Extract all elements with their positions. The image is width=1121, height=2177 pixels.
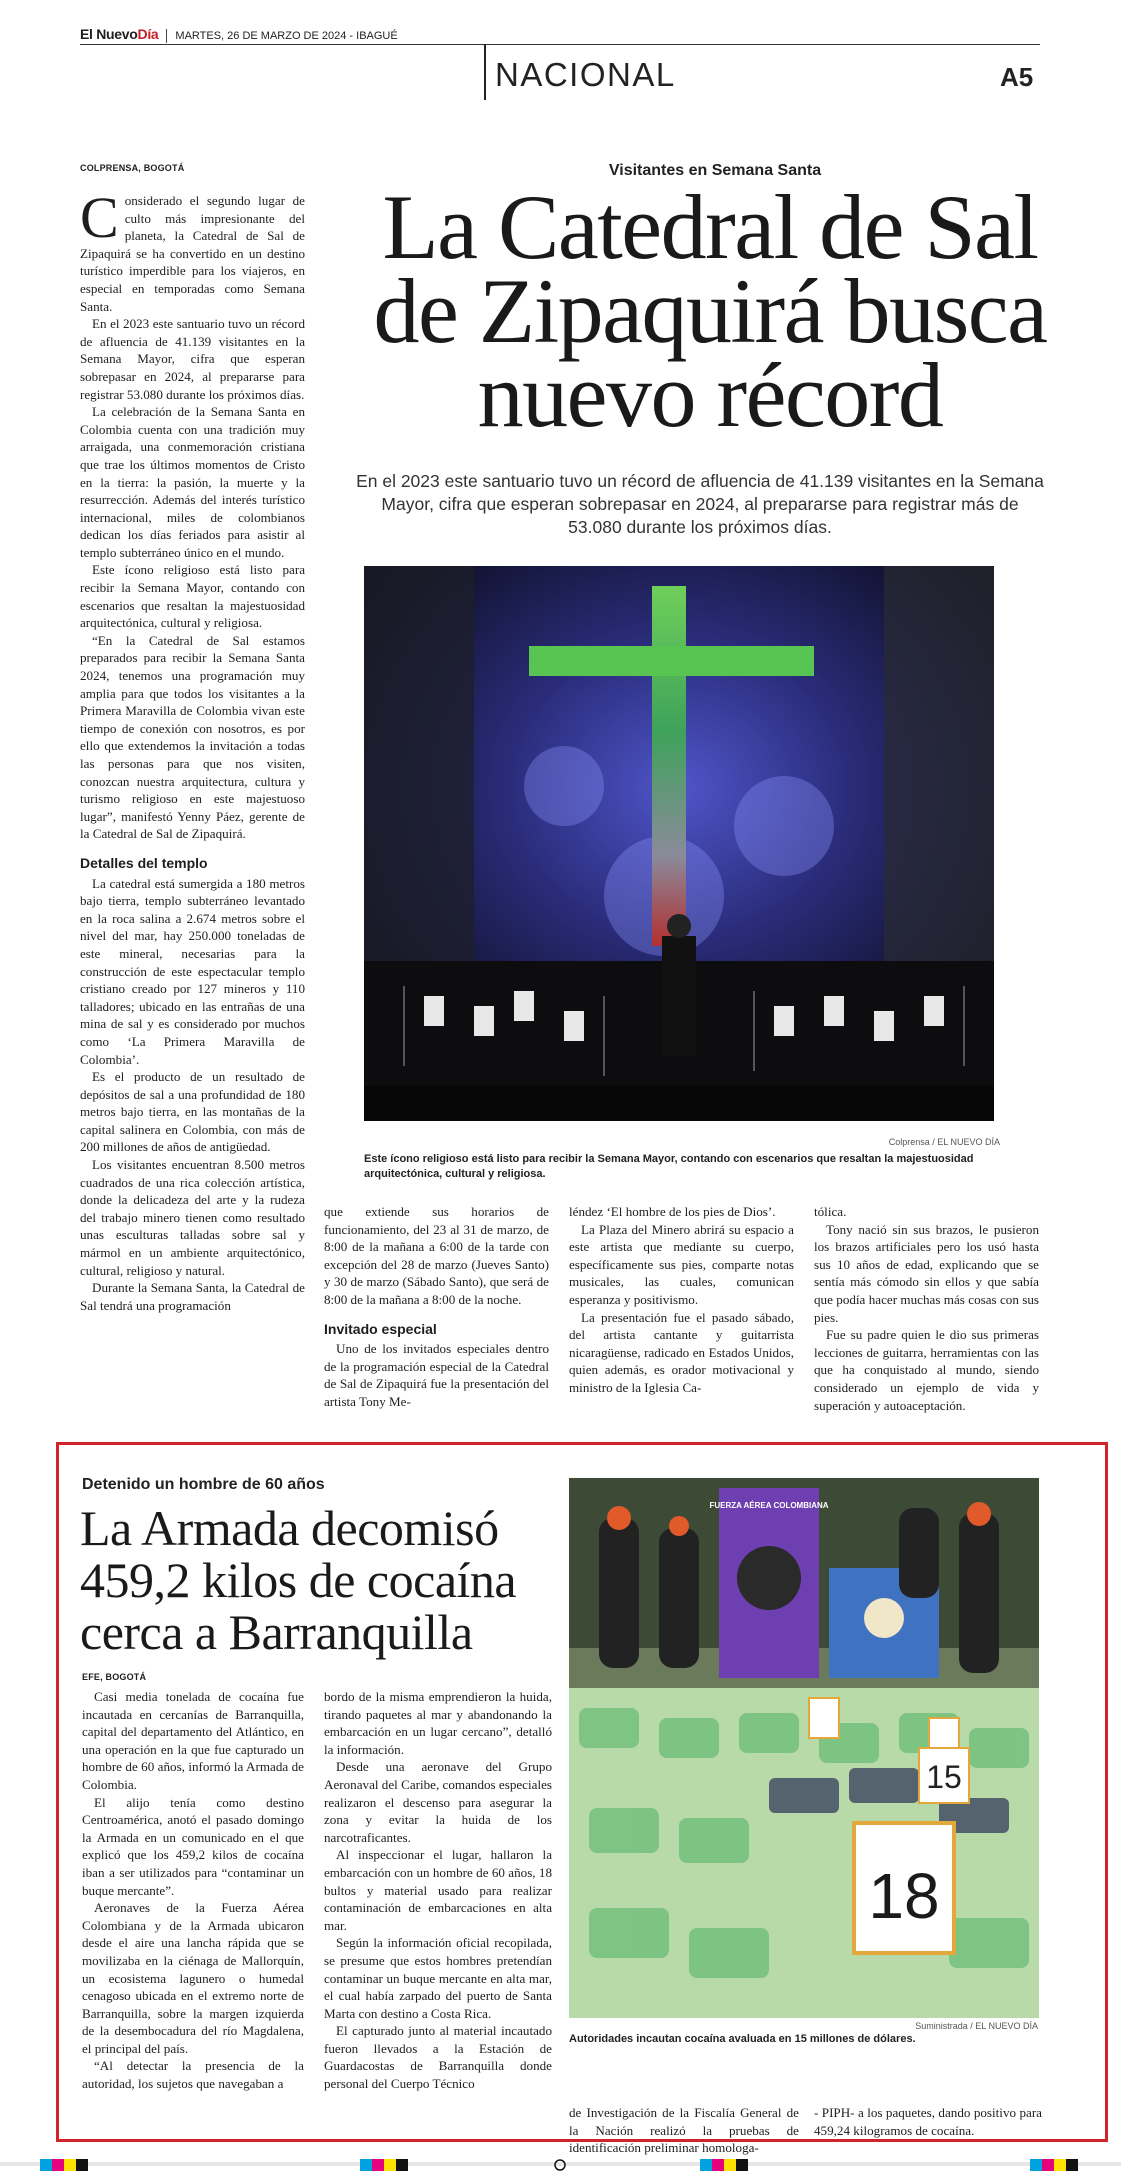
registration-marks bbox=[0, 2159, 1121, 2171]
box-col2-paragraph-3: Al inspeccionar el lugar, hallaron la embarcación con un hombre de 60 años, 18 bultos y material usado para realizar contaminación de embarcaciones en alta mar. bbox=[324, 1847, 552, 1933]
box-photo-credit: Suministrada / EL NUEVO DÍA bbox=[915, 2021, 1038, 2031]
box-headline: La Armada decomisó 459,2 kilos de cocaína cerca a Barranquilla bbox=[80, 1500, 517, 1660]
box-paragraph-3: Aeronaves de la Fuerza Aérea Colombiana y de la Armada ubicaron desde el aire una lancha rápida que se movilizaba en la ciénaga de Mallorquín, un ecosistema lagunero o humedal cenagoso ubicada en el extremo norte de Barranquilla, sobre la margen izquierda de la desembocadura del río Magdalena, el principal del país. bbox=[82, 1900, 304, 2056]
box-paragraph-2: El alijo tenía como destino Centroamérica, anotó el pasado domingo la Armada en un comunicado en el que explicó que los 459,2 kilos de cocaína iban a ser utilizados para “contaminar un buque mercante”. bbox=[82, 1794, 304, 1898]
box-col2-paragraph-4: Según la información oficial recopilada, se presume que estos hombres pretendían contaminar un buque mercante en alta mar, el cual había zarpado del puerto de Santa Marta con destino a Costa Rica. bbox=[324, 1935, 552, 2021]
lead-credit: COLPRENSA, BOGOTÁ bbox=[80, 163, 185, 173]
section-rule bbox=[484, 44, 486, 100]
col2-paragraph-2: Uno de los invitados especiales dentro de la programación especial de la Catedral de Sal de Zipaquirá fue la presentación del artista Tony Me- bbox=[324, 1341, 549, 1409]
folio-rule bbox=[80, 44, 1040, 45]
lead-deck: En el 2023 este santuario tuvo un récord de afluencia de 41.139 visitantes en la Semana Mayor, cifra que esperan sobrepasar en 2024, al prepararse para registrar más de 53.080 durante los próximos días. bbox=[356, 471, 1044, 537]
photo-caption: Este ícono religioso está listo para recibir la Semana Mayor, contando con escenarios que resaltan la majestuosidad arquitectónica, cultural y religiosa. bbox=[364, 1153, 974, 1180]
registration-bar bbox=[0, 2158, 1121, 2170]
box-column-3 bbox=[569, 2104, 799, 2157]
lead-paragraph-2: En el 2023 este santuario tuvo un récord de afluencia de 41.139 visitantes en la Semana Mayor, cifra que esperan sobrepasar en 2024, al prepararse para registrar 53.080 durante los próximos días. bbox=[80, 316, 305, 402]
drop-cap: C bbox=[80, 185, 119, 250]
col2-paragraph-1: que extiende sus horarios de funcionamiento, del 23 al 31 de marzo, de 8:00 de la mañana a 6:00 de la tarde con excepción del 28 de marzo (Jueves Santo) y 30 de marzo (Sábado Santo), que será de 8:00 de la mañana a 8:00 de la noche. bbox=[324, 1204, 549, 1307]
col4-paragraph-1: tólica. bbox=[814, 1204, 847, 1219]
brand-main: El Nuevo bbox=[80, 26, 138, 42]
box-col2-paragraph-1: bordo de la misma emprendieron la huida, tirando paquetes al mar y abandonando la embarcación en un lugar cercano”, detalló la información. bbox=[324, 1689, 552, 1757]
box-kicker: Detenido un hombre de 60 años bbox=[82, 1476, 325, 1493]
box-col2-paragraph-2: Desde una aeronave del Grupo Aeronaval del Caribe, comandos especiales realizaron el descenso para asegurar la zona y evitar la huida de los narcotraficantes. bbox=[324, 1759, 552, 1845]
seizure-illustration bbox=[569, 1478, 1039, 2018]
cathedral-photo bbox=[364, 566, 994, 1121]
subhead-details: Detalles del templo bbox=[80, 854, 208, 871]
lead-headline: La Catedral de Sal de Zipaquirá busca nuevo récord bbox=[373, 176, 1047, 446]
cathedral-illustration bbox=[364, 566, 994, 1121]
box-credit: EFE, BOGOTÁ bbox=[82, 1672, 147, 1682]
page-number: A5 bbox=[1000, 62, 1034, 92]
col3-paragraph-1: léndez ‘El hombre de los pies de Dios’. bbox=[569, 1204, 776, 1219]
banner-text: FUERZA AÉREA COLOMBIANA bbox=[709, 1501, 829, 1510]
lead-p1-text: onsiderado el segundo lugar de culto más impresionante del planeta, la Catedral de Sal de Zipaquirá se ha convertido en un destino turístico imperdible para los viajeros, en especial en temporadas como Semana Santa. bbox=[80, 193, 305, 314]
lead-paragraph-8: Los visitantes encuentran 8.500 metros cuadrados de una rica colección artística, donde la delicadeza del arte y la rudeza del trabajo minero tienen como resultado unas esculturas talladas sobre sal y mármol en un ambiente arquitectónico, cultural, religioso y natural. bbox=[80, 1157, 305, 1278]
brand-logo[interactable] bbox=[80, 26, 158, 42]
lead-paragraph-7: Es el producto de un resultado de depósitos de sal a una profundidad de 180 metros bajo tierra, en las montañas de la capital salinera en Colombia, con más de 200 millones de años de antigüedad. bbox=[80, 1069, 305, 1155]
col4-paragraph-2: Tony nació sin sus brazos, le pusieron los brazos artificiales pero los usó hasta sus 10 años de edad, explicando que se sentía más cómodo sin ellos y que sabía que podía hacer muchas más cosas con sus pies. bbox=[814, 1221, 1039, 1325]
section-title: NACIONAL bbox=[495, 56, 676, 93]
cross-vertical bbox=[652, 586, 686, 946]
col4-paragraph-3: Fue su padre quien le dio sus primeras lecciones de guitarra, herramientas con las que ha conquistado al mundo, siendo considerado un ejemplo de vida y superación y autoaceptación. bbox=[814, 1327, 1039, 1413]
box-photo-caption: Autoridades incautan cocaína avaluada en 15 millones de dólares. bbox=[569, 2033, 916, 2045]
box-column-4 bbox=[814, 2104, 1042, 2139]
photo-credit: Colprensa / EL NUEVO DÍA bbox=[888, 1137, 1000, 1147]
col3-paragraph-3: La presentación fue el pasado sábado, del artista cantante y guitarrista nicaragüense, radicado en Estados Unidos, quien además, es orador motivacional y ministro de la Iglesia Ca- bbox=[569, 1309, 794, 1395]
lead-column-4 bbox=[814, 1203, 1039, 1414]
lead-column-2 bbox=[324, 1203, 549, 1411]
col3-paragraph-2: La Plaza del Minero abrirá su espacio a este artista que mediante su cuerpo, específicamente sus pies, comparte notas musicales, las cuales, comunican esperanza y positivismo. bbox=[569, 1221, 794, 1307]
folio-dateline: MARTES, 26 DE MARZO DE 2024 - IBAGUÉ bbox=[175, 30, 398, 42]
evidence-number-a: 18 bbox=[868, 1860, 940, 1932]
box-paragraph-4: “Al detectar la presencia de la autoridad, los sujetos que navegaban a bbox=[82, 2058, 304, 2092]
lead-paragraph-9: Durante la Semana Santa, la Catedral de Sal tendrá una programación bbox=[80, 1280, 305, 1313]
lead-paragraph-6: La catedral está sumergida a 180 metros bajo tierra, templo subterráneo levantado en la roca salina a 2.674 metros sobre el nivel del mar, hay 250.000 toneladas de este mineral, necesarias para la construcción de este espectacular templo cristiano creado por 127 mineros y 110 talladores; ubicado en las entrañas de una mina de sal y es considerado por muchos como ‘La Primera Maravilla de Colombia’. bbox=[80, 875, 305, 1067]
lead-paragraph-4: Este ícono religioso está listo para recibir la Semana Mayor, contando con escenarios que resaltan la majestuosidad arquitectónica, cultural y religiosa. bbox=[80, 562, 305, 631]
lead-paragraph-1 bbox=[80, 185, 305, 315]
lead-column bbox=[80, 185, 305, 1314]
brand-accent: Día bbox=[137, 26, 159, 42]
box-col3-paragraph-1: de Investigación de la Fiscalía General de la Nación realizó la pruebas de identificación preliminar homologa- bbox=[569, 2105, 799, 2156]
lead-column-3 bbox=[569, 1203, 794, 1397]
cross-horizontal bbox=[529, 646, 814, 676]
lead-paragraph-5: “En la Catedral de Sal estamos preparados para recibir la Semana Santa 2024, tenemos una programación muy amplia para que todos los visitantes a la Primera Maravilla de Colombia vivan este tiempo de conexión con nosotros, es por ello que extendemos la invitación a todas las personas para que nos visiten, conozcan nuestra arquitectura, cultura y turismo religioso en este majestuoso lugar”, manifestó Yenny Páez, gerente de la Catedral de Sal de Zipaquirá. bbox=[80, 632, 305, 842]
evidence-number-b: 15 bbox=[926, 1759, 962, 1795]
subhead-guest: Invitado especial bbox=[324, 1320, 437, 1337]
box-paragraph-1: Casi media tonelada de cocaína fue incautada en cercanías de Barranquilla, capital del departamento del Atlántico, en una operación en la que fue capturado un hombre de 60 años, informó la Armada de Colombia. bbox=[82, 1689, 304, 1792]
folio-separator bbox=[166, 29, 167, 43]
lead-paragraph-3: La celebración de la Semana Santa en Colombia cuenta con una tradición muy arraigada, una conmemoración cristiana que trae los últimos momentos de Cristo en la tierra: la pasión, la muerte y la resurrección. Además del interés turístico internacional, miles de colombianos dedican los días feriados para asistir al templo subterráneo único en el mundo. bbox=[80, 404, 305, 560]
box-column-1 bbox=[82, 1688, 304, 2093]
box-col2-paragraph-5: El capturado junto al material incautado fueron llevados a la Estación de Guardacostas de Barranquilla donde personal del Cuerpo Técnico bbox=[324, 2023, 552, 2092]
seizure-photo bbox=[569, 1478, 1039, 2018]
box-col4-paragraph-1: - PIPH- a los paquetes, dando positivo para 459,24 kilogramos de cocaína. bbox=[814, 2105, 1042, 2138]
box-column-2 bbox=[324, 1688, 552, 2093]
lead-kicker: Visitantes en Semana Santa bbox=[608, 162, 822, 179]
